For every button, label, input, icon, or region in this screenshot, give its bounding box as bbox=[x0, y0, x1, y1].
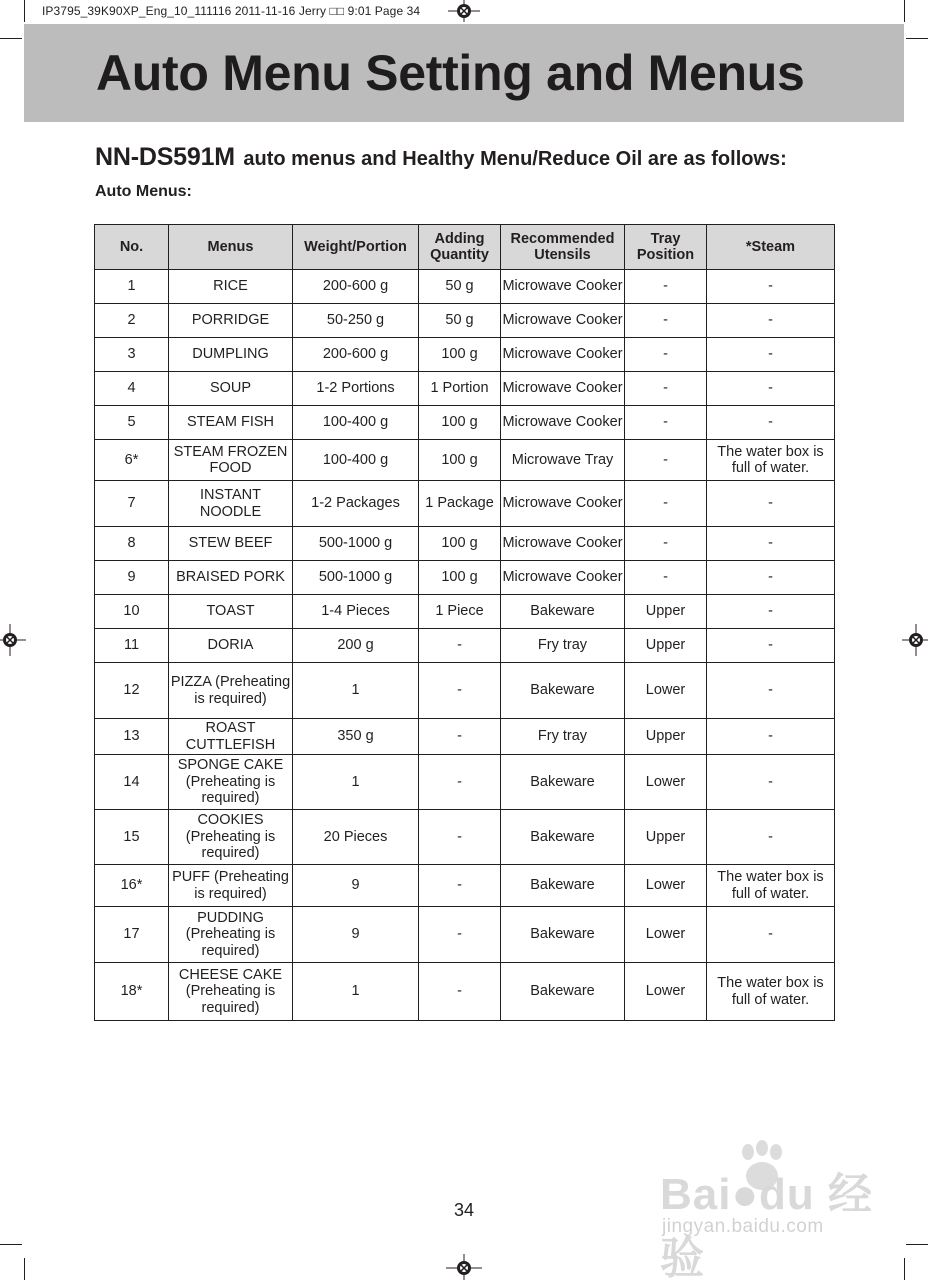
cell-no: 16* bbox=[95, 865, 169, 907]
table-body bbox=[95, 270, 835, 1021]
cell-utensils: Microwave Tray bbox=[501, 440, 625, 481]
cell-weight: 20 Pieces bbox=[293, 810, 419, 865]
cell-steam: The water box is full of water. bbox=[707, 440, 835, 481]
cell-utensils: Microwave Cooker bbox=[501, 338, 625, 372]
crop-mark bbox=[906, 38, 928, 39]
subheading-text: auto menus and Healthy Menu/Reduce Oil are as follows: bbox=[243, 148, 787, 170]
crop-mark bbox=[906, 1244, 928, 1245]
cell-adding-quantity: 100 g bbox=[419, 527, 501, 561]
cell-menu: RICE bbox=[169, 270, 293, 304]
cell-no: 9 bbox=[95, 561, 169, 595]
column-header: Tray Position bbox=[625, 225, 707, 270]
cell-menu: PUDDING (Preheating is required) bbox=[169, 907, 293, 963]
cell-utensils: Bakeware bbox=[501, 810, 625, 865]
cell-menu: STEAM FISH bbox=[169, 406, 293, 440]
table-row bbox=[95, 719, 835, 755]
cell-utensils: Microwave Cooker bbox=[501, 406, 625, 440]
cell-tray-position: Lower bbox=[625, 663, 707, 719]
cell-adding-quantity: - bbox=[419, 963, 501, 1021]
cell-menu: INSTANT NOODLE bbox=[169, 481, 293, 527]
registration-mark-icon bbox=[0, 624, 26, 656]
cell-menu: TOAST bbox=[169, 595, 293, 629]
cell-utensils: Microwave Cooker bbox=[501, 481, 625, 527]
cell-tray-position: - bbox=[625, 270, 707, 304]
cell-weight: 1 bbox=[293, 663, 419, 719]
crop-mark bbox=[904, 0, 905, 22]
crop-mark bbox=[904, 1258, 905, 1280]
cell-tray-position: - bbox=[625, 406, 707, 440]
cell-tray-position: Lower bbox=[625, 907, 707, 963]
cell-menu: PUFF (Preheating is required) bbox=[169, 865, 293, 907]
cell-weight: 9 bbox=[293, 907, 419, 963]
cell-steam: The water box is full of water. bbox=[707, 865, 835, 907]
cell-steam: - bbox=[707, 810, 835, 865]
cell-weight: 9 bbox=[293, 865, 419, 907]
cell-menu: PORRIDGE bbox=[169, 304, 293, 338]
cell-no: 11 bbox=[95, 629, 169, 663]
table-row bbox=[95, 481, 835, 527]
cell-no: 17 bbox=[95, 907, 169, 963]
page-title: Auto Menu Setting and Menus bbox=[96, 45, 805, 101]
cell-tray-position: Upper bbox=[625, 810, 707, 865]
cell-adding-quantity: 1 Package bbox=[419, 481, 501, 527]
cell-menu: DUMPLING bbox=[169, 338, 293, 372]
table-row bbox=[95, 561, 835, 595]
cell-no: 18* bbox=[95, 963, 169, 1021]
cell-menu: SPONGE CAKE (Preheating is required) bbox=[169, 755, 293, 810]
cell-utensils: Fry tray bbox=[501, 719, 625, 755]
cell-utensils: Microwave Cooker bbox=[501, 527, 625, 561]
column-header: Adding Quantity bbox=[419, 225, 501, 270]
column-header: No. bbox=[95, 225, 169, 270]
cell-adding-quantity: - bbox=[419, 629, 501, 663]
cell-utensils: Microwave Cooker bbox=[501, 270, 625, 304]
cell-adding-quantity: 100 g bbox=[419, 561, 501, 595]
cell-utensils: Microwave Cooker bbox=[501, 561, 625, 595]
cell-steam: - bbox=[707, 595, 835, 629]
cell-steam: - bbox=[707, 304, 835, 338]
registration-mark-icon bbox=[446, 1254, 482, 1280]
table-row bbox=[95, 963, 835, 1021]
cell-menu: STEAM FROZEN FOOD bbox=[169, 440, 293, 481]
cell-utensils: Bakeware bbox=[501, 865, 625, 907]
cell-weight: 200-600 g bbox=[293, 270, 419, 304]
table-row bbox=[95, 629, 835, 663]
cell-adding-quantity: - bbox=[419, 810, 501, 865]
cell-weight: 100-400 g bbox=[293, 440, 419, 481]
table-row bbox=[95, 527, 835, 561]
cell-adding-quantity: - bbox=[419, 755, 501, 810]
cell-adding-quantity: - bbox=[419, 907, 501, 963]
table-row bbox=[95, 810, 835, 865]
cell-utensils: Bakeware bbox=[501, 907, 625, 963]
cell-weight: 50-250 g bbox=[293, 304, 419, 338]
auto-menu-table bbox=[94, 224, 835, 1021]
cell-steam: - bbox=[707, 527, 835, 561]
column-header: *Steam bbox=[707, 225, 835, 270]
crop-mark bbox=[24, 1258, 25, 1280]
table-header-row bbox=[95, 225, 835, 270]
cell-adding-quantity: 1 Portion bbox=[419, 372, 501, 406]
table-row bbox=[95, 372, 835, 406]
cell-no: 14 bbox=[95, 755, 169, 810]
table-row bbox=[95, 406, 835, 440]
table-row bbox=[95, 663, 835, 719]
cell-tray-position: Upper bbox=[625, 629, 707, 663]
cell-tray-position: - bbox=[625, 561, 707, 595]
cell-steam: - bbox=[707, 663, 835, 719]
column-header: Menus bbox=[169, 225, 293, 270]
model-subheading bbox=[95, 143, 787, 172]
cell-no: 15 bbox=[95, 810, 169, 865]
watermark-logo: Bai●du 经验 bbox=[660, 1170, 874, 1283]
cell-menu: COOKIES (Preheating is required) bbox=[169, 810, 293, 865]
cell-adding-quantity: - bbox=[419, 865, 501, 907]
cell-tray-position: - bbox=[625, 338, 707, 372]
cell-adding-quantity: - bbox=[419, 663, 501, 719]
cell-menu: PIZZA (Preheating is required) bbox=[169, 663, 293, 719]
cell-steam: - bbox=[707, 907, 835, 963]
cell-weight: 200-600 g bbox=[293, 338, 419, 372]
cell-utensils: Microwave Cooker bbox=[501, 372, 625, 406]
cell-weight: 350 g bbox=[293, 719, 419, 755]
title-band bbox=[24, 24, 904, 122]
column-header: Recommended Utensils bbox=[501, 225, 625, 270]
cell-no: 2 bbox=[95, 304, 169, 338]
cell-menu: CHEESE CAKE (Preheating is required) bbox=[169, 963, 293, 1021]
column-header: Weight/Portion bbox=[293, 225, 419, 270]
cell-adding-quantity: 1 Piece bbox=[419, 595, 501, 629]
watermark-url: jingyan.baidu.com bbox=[662, 1216, 824, 1237]
cell-tray-position: Lower bbox=[625, 865, 707, 907]
cell-weight: 1-2 Portions bbox=[293, 372, 419, 406]
cell-no: 10 bbox=[95, 595, 169, 629]
crop-mark bbox=[0, 1244, 22, 1245]
cell-tray-position: Lower bbox=[625, 963, 707, 1021]
cell-weight: 1 bbox=[293, 755, 419, 810]
cell-utensils: Bakeware bbox=[501, 663, 625, 719]
cell-utensils: Bakeware bbox=[501, 595, 625, 629]
table-row bbox=[95, 595, 835, 629]
registration-mark-icon bbox=[902, 624, 928, 656]
cell-tray-position: - bbox=[625, 481, 707, 527]
cell-utensils: Fry tray bbox=[501, 629, 625, 663]
table-row bbox=[95, 907, 835, 963]
table-row bbox=[95, 304, 835, 338]
cell-utensils: Bakeware bbox=[501, 755, 625, 810]
cell-utensils: Bakeware bbox=[501, 963, 625, 1021]
cell-tray-position: - bbox=[625, 304, 707, 338]
cell-no: 8 bbox=[95, 527, 169, 561]
cell-tray-position: Upper bbox=[625, 595, 707, 629]
cell-no: 1 bbox=[95, 270, 169, 304]
cell-steam: - bbox=[707, 338, 835, 372]
cell-adding-quantity: 100 g bbox=[419, 338, 501, 372]
cell-steam: The water box is full of water. bbox=[707, 963, 835, 1021]
cell-menu: ROAST CUTTLEFISH bbox=[169, 719, 293, 755]
cell-no: 5 bbox=[95, 406, 169, 440]
table-row bbox=[95, 338, 835, 372]
cell-steam: - bbox=[707, 629, 835, 663]
cell-no: 13 bbox=[95, 719, 169, 755]
cell-weight: 1-4 Pieces bbox=[293, 595, 419, 629]
cell-adding-quantity: 50 g bbox=[419, 304, 501, 338]
table-row bbox=[95, 755, 835, 810]
cell-weight: 500-1000 g bbox=[293, 561, 419, 595]
cell-menu: DORIA bbox=[169, 629, 293, 663]
cell-adding-quantity: - bbox=[419, 719, 501, 755]
cell-adding-quantity: 100 g bbox=[419, 440, 501, 481]
page-number: 34 bbox=[453, 1200, 475, 1220]
table-row bbox=[95, 440, 835, 481]
cell-tray-position: - bbox=[625, 527, 707, 561]
cell-menu: SOUP bbox=[169, 372, 293, 406]
crop-mark bbox=[24, 0, 25, 22]
table-row bbox=[95, 865, 835, 907]
cell-steam: - bbox=[707, 270, 835, 304]
print-job-header: IP3795_39K90XP_Eng_10_111116 2011-11-16 Jerry □□ 9:01 Page 34 bbox=[42, 4, 421, 18]
cell-adding-quantity: 50 g bbox=[419, 270, 501, 304]
cell-tray-position: - bbox=[625, 372, 707, 406]
crop-mark bbox=[0, 38, 22, 39]
table-row bbox=[95, 270, 835, 304]
cell-steam: - bbox=[707, 372, 835, 406]
cell-no: 6* bbox=[95, 440, 169, 481]
cell-tray-position: - bbox=[625, 440, 707, 481]
cell-steam: - bbox=[707, 719, 835, 755]
cell-no: 4 bbox=[95, 372, 169, 406]
cell-steam: - bbox=[707, 481, 835, 527]
model-number: NN-DS591M bbox=[95, 143, 235, 171]
section-label-auto-menus: Auto Menus: bbox=[95, 183, 192, 200]
cell-steam: - bbox=[707, 755, 835, 810]
cell-menu: BRAISED PORK bbox=[169, 561, 293, 595]
cell-no: 7 bbox=[95, 481, 169, 527]
cell-menu: STEW BEEF bbox=[169, 527, 293, 561]
cell-weight: 200 g bbox=[293, 629, 419, 663]
cell-tray-position: Upper bbox=[625, 719, 707, 755]
cell-weight: 100-400 g bbox=[293, 406, 419, 440]
cell-adding-quantity: 100 g bbox=[419, 406, 501, 440]
cell-weight: 1 bbox=[293, 963, 419, 1021]
cell-tray-position: Lower bbox=[625, 755, 707, 810]
cell-no: 12 bbox=[95, 663, 169, 719]
cell-no: 3 bbox=[95, 338, 169, 372]
cell-weight: 500-1000 g bbox=[293, 527, 419, 561]
cell-weight: 1-2 Packages bbox=[293, 481, 419, 527]
registration-mark-icon bbox=[448, 0, 480, 22]
cell-steam: - bbox=[707, 406, 835, 440]
cell-utensils: Microwave Cooker bbox=[501, 304, 625, 338]
cell-steam: - bbox=[707, 561, 835, 595]
watermark bbox=[660, 1140, 890, 1283]
